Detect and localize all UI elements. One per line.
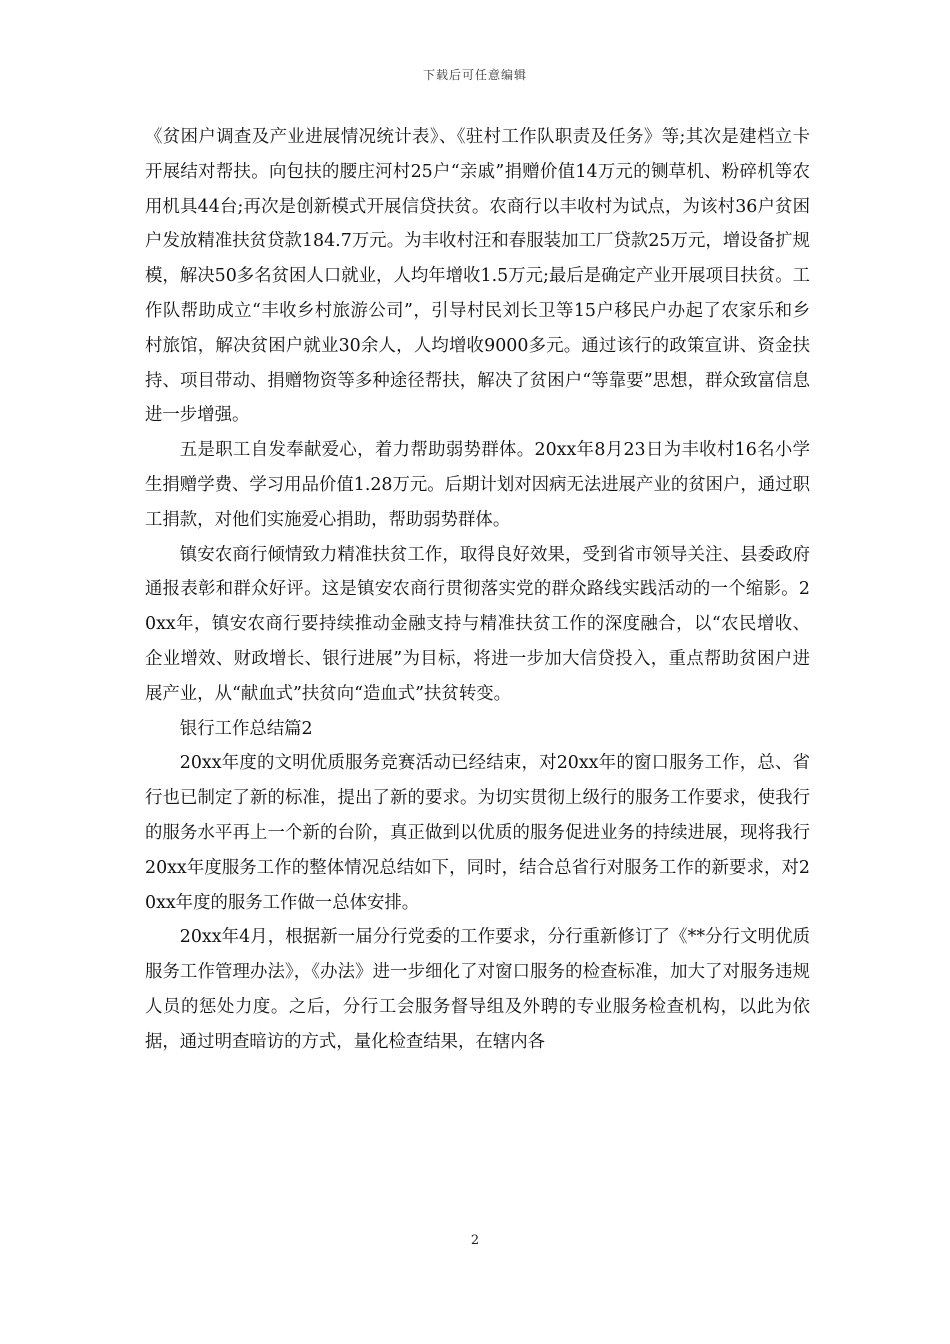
document-body (145, 120, 810, 1060)
paragraph-continued: 《贫困户调查及产业进展情况统计表》、《驻村工作队职责及任务》等;其次是建档立卡开展结对帮扶。向包扶的腰庄河村25户“亲戚”捐赠价值14万元的铡草机、粉碎机等农用机具44台;再次是创新模式开展信贷扶贫。农商行以丰收村为试点，为该村36户贫困户发放精准扶贫贷款184.7万元。为丰收村汪和春服装加工厂贷款25万元，增设备扩规模，解决50多名贫困人口就业，人均年增收1.5万元;最后是确定产业开展项目扶贫。工作队帮助成立“丰收乡村旅游公司”，引导村民刘长卫等15户移民户办起了农家乐和乡村旅馆，解决贫困户就业30余人，人均增收9000多元。通过该行的政策宣讲、资金扶持、项目带动、捐赠物资等多种途径帮扶，解决了贫困户“等靠要”思想，群众致富信息进一步增强。 (145, 127, 810, 426)
paragraph-volunteer-help: 五是职工自发奉献爱心，着力帮助弱势群体。20xx年8月23日为丰收村16名小学生捐赠学费、学习用品价值1.28万元。后期计划对因病无法进展产业的贫困户，通过职工捐款，对他们实施爱心捐助，帮助弱势群体。 (145, 440, 810, 530)
paragraph-service-measures: 20xx年4月，根据新一届分行党委的工作要求，分行重新修订了《**分行文明优质服务工作管理办法》，《办法》进一步细化了对窗口服务的检查标准，加大了对服务违规人员的惩处力度。之后，分行工会服务督导组及外聘的专业服务检查机构，以此为依据，通过明查暗访的方式，量化检查结果，在辖内各 (145, 927, 810, 1052)
page-header: 下载后可任意编辑 (422, 68, 527, 82)
section-heading: 银行工作总结篇2 (179, 718, 313, 739)
page-number: 2 (470, 1233, 480, 1248)
paragraph-service-intro: 20xx年度的文明优质服务竞赛活动已经结束，对20xx年的窗口服务工作，总、省行也已制定了新的标准，提出了新的要求。为切实贯彻上级行的服务工作要求，使我行的服务水平再上一个新的台阶，真正做到以优质的服务促进业务的持续进展，现将我行20xx年度服务工作的整体情况总结如下，同时，结合总省行对服务工作的新要求，对20xx年度的服务工作做一总体安排。 (145, 753, 810, 913)
paragraph-summary: 镇安农商行倾情致力精准扶贫工作，取得良好效果，受到省市领导关注、县委政府通报表彰和群众好评。这是镇安农商行贯彻落实党的群众路线实践活动的一个缩影。20xx年，镇安农商行要持续推动金融支持与精准扶贫工作的深度融合，以“农民增收、企业增效、财政增长、银行进展”为目标，将进一步加大信贷投入，重点帮助贫困户进展产业，从“献血式”扶贫向“造血式”扶贫转变。 (145, 544, 810, 704)
